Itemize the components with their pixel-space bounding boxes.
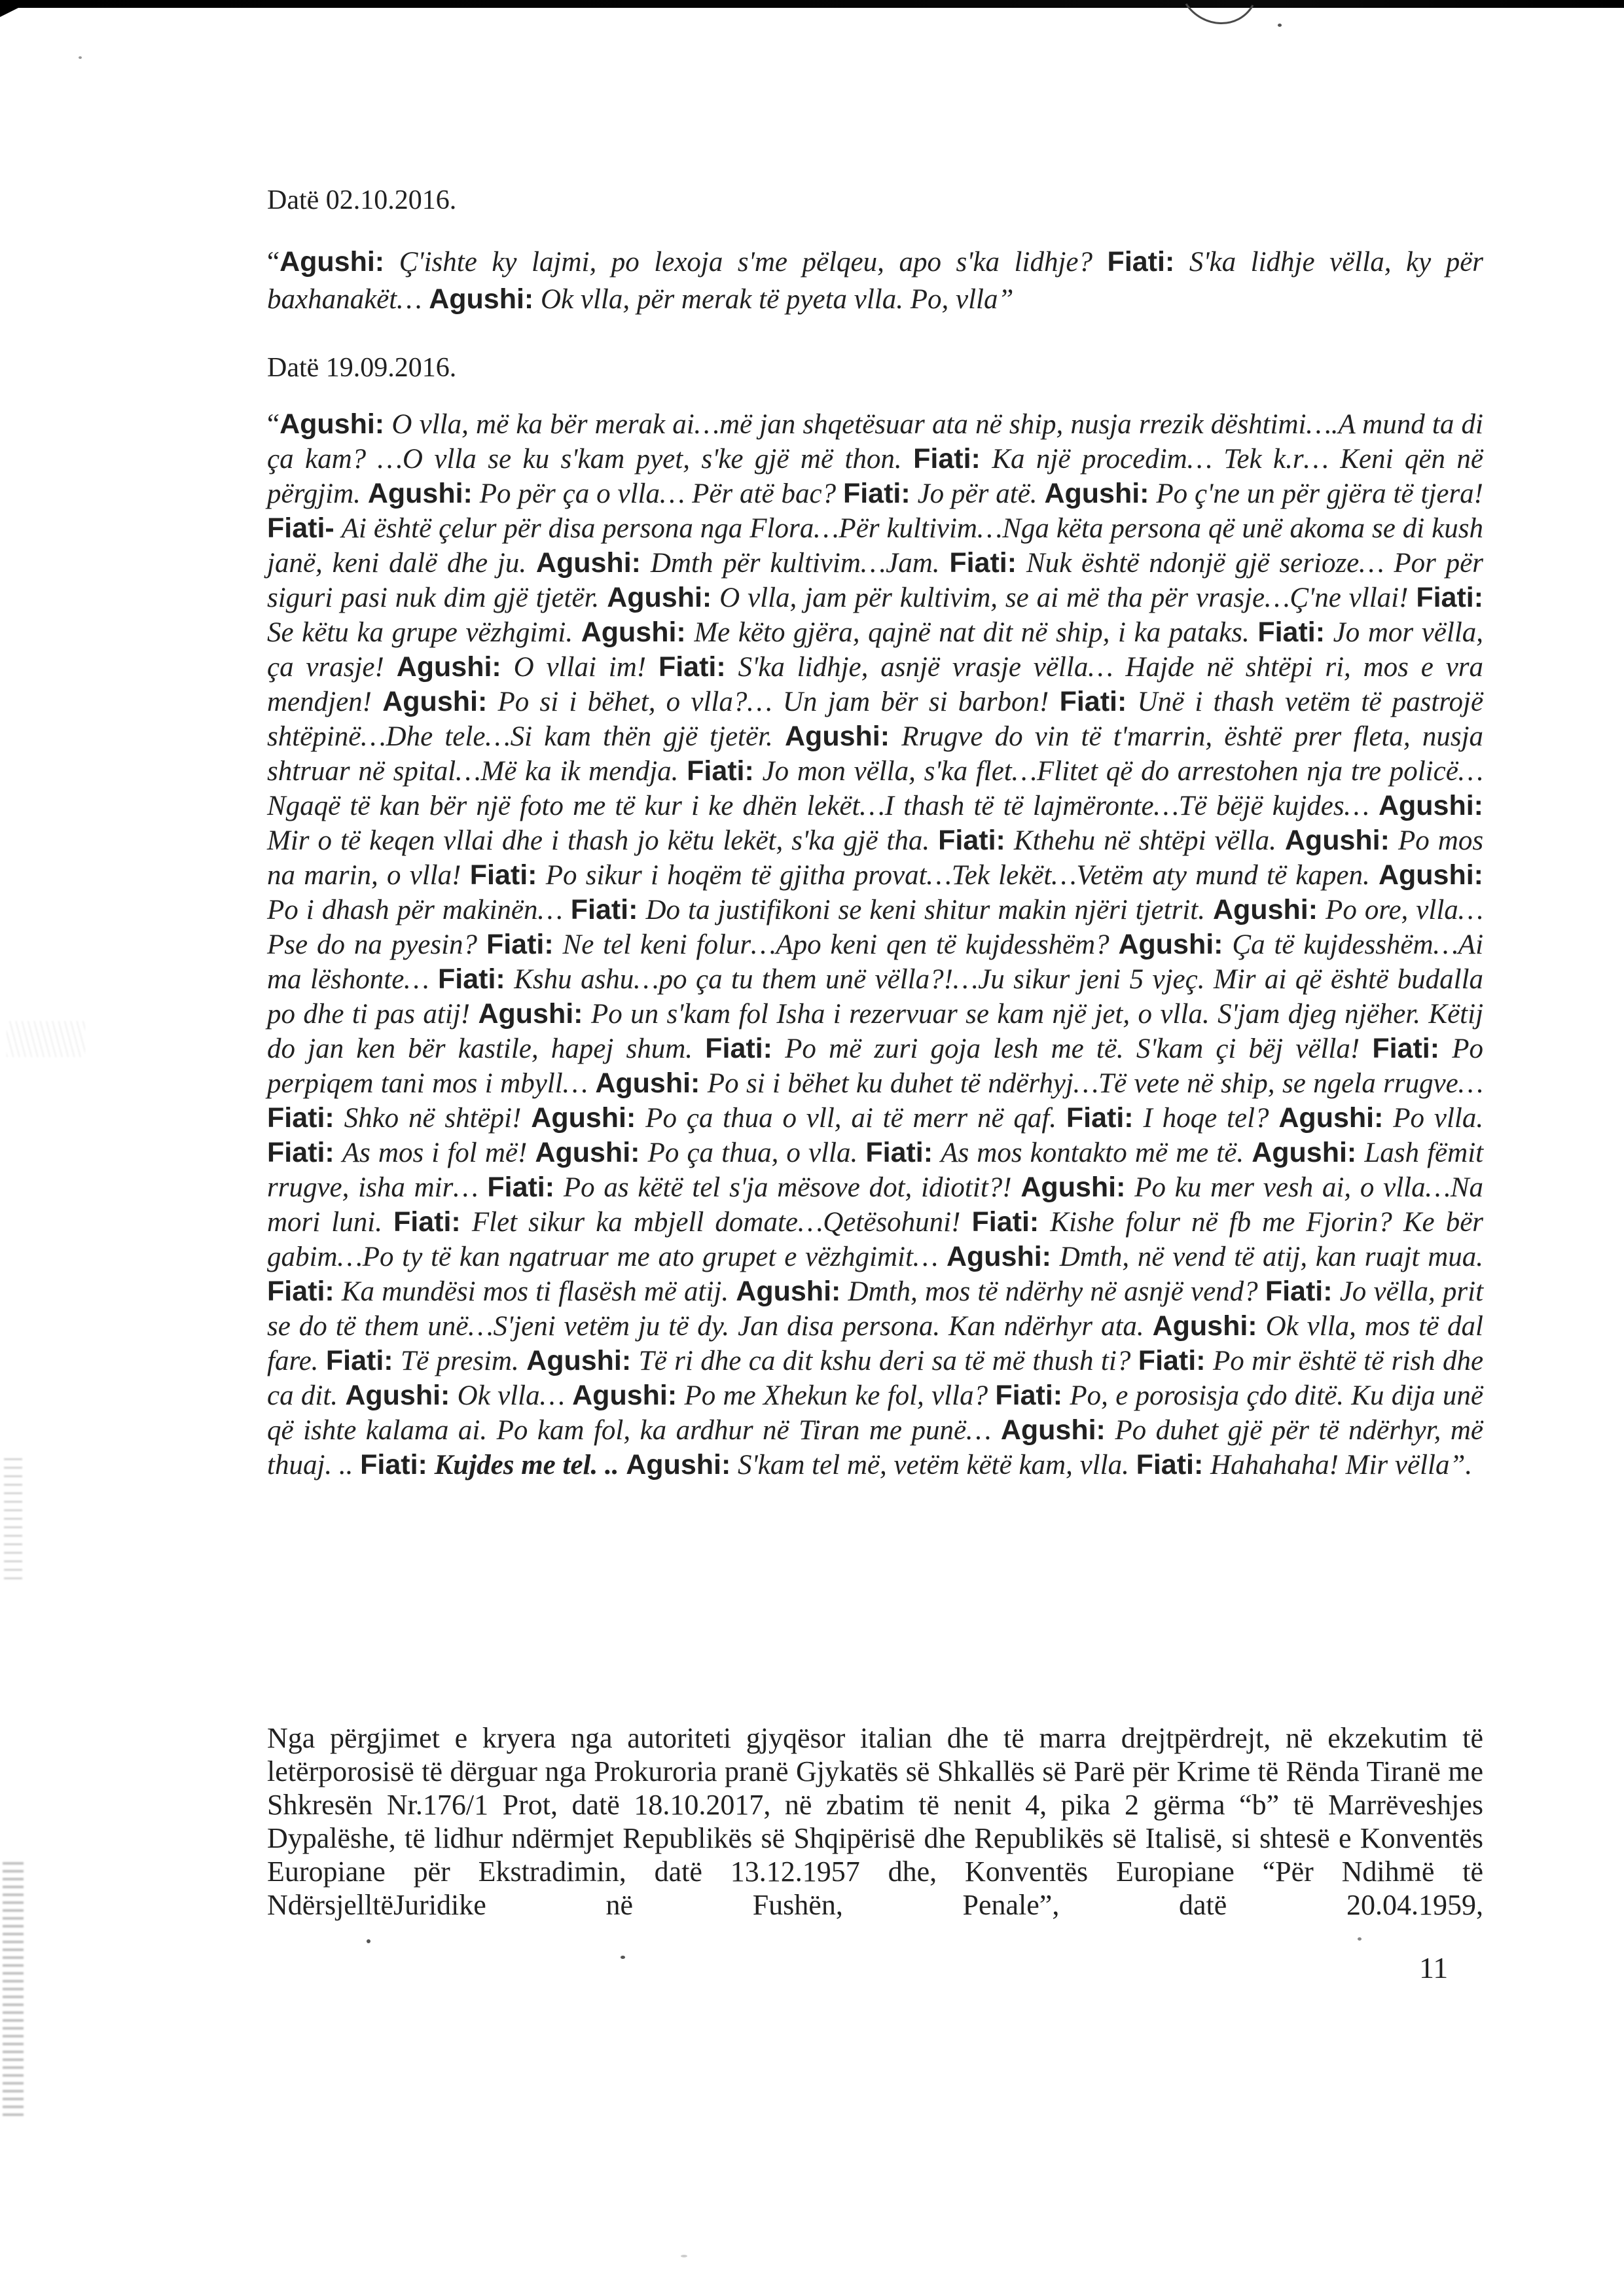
speaker-label: Fiati: bbox=[1066, 1102, 1134, 1134]
speaker-label: Fiati: bbox=[1257, 617, 1326, 648]
dialogue-text: Shko në shtëpi! bbox=[344, 1103, 522, 1134]
dialogue-text: Flet sikur ka mbjell domate…Qetësohuni! bbox=[471, 1207, 961, 1238]
dialogue-text: Ka mundësi mos ti flasësh më atij. bbox=[341, 1276, 729, 1307]
dialogue-text: Jo vëlla, prit se do të them unë…S'jeni vetëm ju të dy. Jan disa persona. Kan ndërhyr ata. bbox=[267, 1276, 1484, 1342]
dialogue-text: Jo mor vëlla, ça vrasje! bbox=[267, 617, 1484, 683]
speaker-label: Fiati: bbox=[438, 963, 505, 995]
dialogue-text: Po i dhash për makinën… bbox=[267, 895, 563, 925]
speaker-label: Fiati: bbox=[267, 1102, 334, 1134]
conversation-paragraph-short bbox=[267, 243, 1483, 318]
dialogue-text: Jo për atë. bbox=[917, 478, 1038, 509]
speaker-label: Fiati: bbox=[570, 894, 638, 925]
speaker-label: Agushi: bbox=[595, 1067, 700, 1099]
date-heading-1: Datë 02.10.2016. bbox=[267, 185, 457, 215]
speaker-label: Agushi: bbox=[280, 246, 385, 278]
dialogue-text: I hoqe tel? bbox=[1143, 1103, 1269, 1134]
dialogue-text: Ka një procedim… Tek k.r… Keni qën në përgjim. bbox=[267, 444, 1483, 509]
page-number: 11 bbox=[1419, 1951, 1449, 1984]
dialogue-text: Nuk është ndonjë gjë serioze… Por për siguri pasi nuk dim gjë tjetër. bbox=[267, 548, 1483, 613]
speaker-label: Agushi: bbox=[1278, 1102, 1384, 1134]
dialogue-text: Po për ça o vlla… Për atë bac? bbox=[479, 478, 837, 509]
dialogue-text: Po ç'ne un për gjëra të tjera! bbox=[1156, 478, 1483, 509]
dialogue-text: Lash fëmit rrugve, isha mir… bbox=[267, 1138, 1484, 1203]
dialogue-text: Po më zuri goja lesh me të. S'kam çi bëj vëlla! bbox=[785, 1033, 1360, 1064]
speaker-label: Agushi: bbox=[572, 1380, 677, 1411]
dialogue-text: O vlla, jam për kultivim, se ai më tha për vrasje…Ç'ne vllai! bbox=[719, 583, 1409, 613]
speaker-label: Agushi: bbox=[1284, 825, 1390, 856]
speaker-label: Agushi: bbox=[736, 1276, 841, 1307]
speaker-label: Agushi: bbox=[535, 547, 641, 579]
speaker-label: Agushi: bbox=[367, 478, 473, 509]
speaker-label: Fiati: bbox=[865, 1137, 933, 1168]
dialogue-text: Po ça thua, o vlla. bbox=[647, 1138, 858, 1168]
dialogue-text: Unë i thash vetëm të pastrojë shtëpinë…Dhe tele…Si kam thën gjë tjetër. bbox=[267, 687, 1484, 752]
speaker-label: Agushi: bbox=[626, 1449, 731, 1480]
speaker-label: Fiati- bbox=[267, 512, 334, 544]
speaker-label: Agushi: bbox=[1378, 859, 1484, 891]
speaker-label: Fiati: bbox=[658, 651, 726, 683]
speaker-label: Agushi: bbox=[478, 998, 583, 1030]
speaker-label: Fiati: bbox=[705, 1033, 772, 1064]
dialogue-text: Po mir është të rish dhe ca dit. bbox=[267, 1346, 1484, 1411]
scan-speck bbox=[1278, 24, 1282, 27]
dialogue-text: Po, e porosisja çdo ditë. Ku dija unë që ishte kalama ai. Po kam fol, ka ardhur në Tiran me punë… bbox=[267, 1380, 1484, 1446]
speaker-label: Fiati: bbox=[913, 443, 981, 475]
dialogue-text: Po sikur i hoqëm të gjitha provat…Tek lekët…Vetëm aty mund të kapen. bbox=[545, 860, 1370, 891]
speaker-label: Fiati: bbox=[1372, 1033, 1440, 1064]
dialogue-text: Kishe folur në fb me Fjorin? Ke bër gabim…Po ty të kan ngatruar me ato grupet e vëzhgimit… bbox=[267, 1207, 1484, 1272]
speaker-label: Fiati: bbox=[971, 1206, 1039, 1238]
dialogue-text: S'ka lidhje, asnjë vrasje vëlla… Hajde në shtëpi ri, mos e vra mendjen! bbox=[267, 652, 1484, 717]
speaker-label: Fiati: bbox=[360, 1449, 427, 1480]
dialogue-text: Po duhet gjë për të ndërhyr, më thuaj. .. bbox=[267, 1415, 1484, 1480]
speaker-label: Fiati: bbox=[938, 825, 1005, 856]
dialogue-text: Po un s'kam fol Isha i rezervuar se kam një jet, o vlla. S'jam djeg njëher. Këtij do jan ken bër kastile, hapej shum. bbox=[267, 999, 1484, 1064]
dialogue-text: Po as këtë tel s'ja mësove dot, idiotit?! bbox=[563, 1172, 1012, 1203]
dialogue-text: S'kam tel më, vetëm këtë kam, vlla. bbox=[738, 1450, 1129, 1480]
dialogue-text: Po vlla. bbox=[1393, 1103, 1484, 1134]
dialogue-text: Kujdes me tel. .. bbox=[434, 1450, 619, 1480]
speaker-label: Agushi: bbox=[946, 1241, 1051, 1272]
dialogue-text: Po me Xhekun ke fol, vlla? bbox=[684, 1380, 988, 1411]
speaker-label: Fiati: bbox=[995, 1380, 1063, 1411]
closing-paragraph: Nga përgjimet e kryera nga autoriteti gjyqësor italian dhe të marra drejtpërdrejt, në ekzekutim të letërporosisë të dërguar nga Prokuroria pranë Gjykatës së Shkallës së Parë për Krime të Rënda Tiranë me Shkresën Nr.176/1 Prot, datë 18.10.2017, në zbatim të nenit 4, pika 2 gërma “b” të Marrëveshjes Dypalëshe, të lidhur ndërmjet Republikës së Shqipërisë dhe Republikës së Italisë, si shtesë e Konventës Europiane për Ekstradimin, datë 13.12.1957 dhe, Konventës Europiane “Për Ndihmë të NdërsjelltëJuridike në Fushën, Penale”, datë 20.04.1959, bbox=[267, 1722, 1483, 1921]
scan-smudge-left-upper bbox=[4, 1458, 22, 1579]
dialogue-text: O vllai im! bbox=[513, 652, 647, 683]
dialogue-text: Mir o të keqen vllai dhe i thash jo këtu lekët, s'ka gjë tha. bbox=[267, 825, 930, 856]
dialogue-text: Po ore, vlla…Pse do na pyesin? bbox=[267, 895, 1484, 960]
dialogue-text: Po si i bëhet, o vlla?… Un jam bër si barbon! bbox=[497, 687, 1049, 717]
speaker-label: Fiati: bbox=[267, 1276, 334, 1307]
dialogue-text: Dmth, mos të ndërhy në asnjë vend? bbox=[848, 1276, 1258, 1307]
dialogue-text: S'ka lidhje vëlla, ky për baxhanakët… bbox=[267, 247, 1484, 315]
speaker-label: Fiati: bbox=[1107, 246, 1175, 278]
speaker-label: Fiati: bbox=[1416, 582, 1484, 613]
dialogue-text: O vlla, më ka bër merak ai…më jan shqetësuar ata në ship, nusja rrezik dështimi….A mund ta di ça kam? …O vlla se ku s'kam pyet, s'ke gjë më thon. bbox=[267, 409, 1484, 475]
speaker-label: Agushi: bbox=[1020, 1172, 1126, 1203]
speaker-label: Fiati: bbox=[1138, 1345, 1206, 1376]
speaker-label: Agushi: bbox=[429, 283, 534, 315]
speaker-label: Agushi: bbox=[1152, 1310, 1257, 1342]
dialogue-text: Dmth, në vend të atij, kan ruajt mua. bbox=[1059, 1242, 1484, 1272]
speaker-label: Agushi: bbox=[581, 617, 686, 648]
speaker-label: Agushi: bbox=[1000, 1414, 1106, 1446]
dialogue-text: Po perpiqem tani mos i mbyll… bbox=[267, 1033, 1484, 1099]
speaker-label: Agushi: bbox=[396, 651, 501, 683]
speaker-label: Fiati: bbox=[486, 929, 554, 960]
speaker-label: Fiati: bbox=[325, 1345, 393, 1376]
speaker-label: Fiati: bbox=[1265, 1276, 1333, 1307]
speaker-label: Agushi: bbox=[531, 1102, 636, 1134]
dialogue-text: Po ku mer vesh ai, o vlla…Na mori luni. bbox=[267, 1172, 1484, 1238]
dialogue-text: Do ta justifikoni se keni shitur makin njëri tjetrit. bbox=[645, 895, 1205, 925]
speaker-label: Fiati: bbox=[469, 859, 537, 891]
speaker-label: Fiati: bbox=[267, 1137, 334, 1168]
dialogue-text: Të ri dhe ca dit kshu deri sa të më thush ti? bbox=[638, 1346, 1131, 1376]
scan-speck bbox=[367, 1939, 370, 1943]
speaker-label: Fiati: bbox=[1059, 686, 1127, 717]
scan-speck bbox=[79, 56, 82, 59]
scan-speck bbox=[1358, 1937, 1362, 1941]
scan-smudge-left-lower bbox=[3, 1862, 24, 2117]
dialogue-text: Me këto gjëra, qajnë nat dit në ship, i ka pataks. bbox=[694, 617, 1250, 648]
speaker-label: Agushi: bbox=[526, 1345, 632, 1376]
scan-speck bbox=[681, 2255, 687, 2257]
speaker-label: Agushi: bbox=[1378, 790, 1484, 821]
dialogue-text: Hahahaha! Mir vëlla”. bbox=[1210, 1450, 1473, 1480]
conversation-paragraph-long bbox=[267, 407, 1483, 1482]
dialogue-text: Kthehu në shtëpi vëlla. bbox=[1013, 825, 1276, 856]
date-heading-2: Datë 19.09.2016. bbox=[267, 353, 457, 383]
dialogue-text: Po ça thua o vll, ai të merr në qaf. bbox=[645, 1103, 1057, 1134]
dialogue-text: Po mos na marin, o vlla! bbox=[267, 825, 1484, 891]
speaker-label: Agushi: bbox=[785, 721, 890, 752]
speaker-label: Fiati: bbox=[842, 478, 911, 509]
speaker-label: Agushi: bbox=[1212, 894, 1318, 925]
dialogue-text: Kshu ashu…po ça tu them unë vëlla?!…Ju sikur jeni 5 vjeç. Mir ai që është budalla po dhe ti pas atij! bbox=[267, 964, 1484, 1030]
open-quote: “ bbox=[267, 247, 280, 278]
speaker-label: Agushi: bbox=[345, 1380, 450, 1411]
dialogue-text: Po si i bëhet ku duhet të ndërhyj…Të vete në ship, se ngela rrugve… bbox=[707, 1068, 1483, 1099]
open-quote: “ bbox=[267, 409, 280, 440]
scan-smudge-left-faint bbox=[7, 1021, 85, 1057]
dialogue-text: Ok vlla, për merak të pyeta vlla. Po, vlla” bbox=[540, 284, 1014, 315]
speaker-label: Agushi: bbox=[1118, 929, 1223, 960]
dialogue-text: As mos kontakto më me të. bbox=[941, 1138, 1244, 1168]
dialogue-text: Ai është çelur për disa persona nga Flora…Për kultivim…Nga këta persona që unë akoma se di kush janë, keni dalë dhe ju. bbox=[267, 513, 1484, 579]
dialogue-text: Ok vlla… bbox=[457, 1380, 565, 1411]
speaker-label: Fiati: bbox=[1136, 1449, 1204, 1480]
dialogue-text: Jo mon vëlla, s'ka flet…Flitet që do arrestohen nja tre policë… Ngaqë të kan bër një foto me të kur i ke dhën lekët…I thash të të lajmëronte…Të bëjë kujdes… bbox=[267, 756, 1484, 821]
speaker-label: Fiati: bbox=[393, 1206, 461, 1238]
speaker-label: Fiati: bbox=[687, 755, 754, 787]
dialogue-text: Se këtu ka grupe vëzhgimi. bbox=[267, 617, 573, 648]
speaker-label: Fiati: bbox=[487, 1172, 555, 1203]
dialogue-text: Ne tel keni folur…Apo keni qen të kujdesshëm? bbox=[562, 929, 1110, 960]
dialogue-text: Dmth për kultivim…Jam. bbox=[650, 548, 940, 579]
dialogue-text: As mos i fol më! bbox=[342, 1138, 528, 1168]
dialogue-text: Ç'ishte ky lajmi, po lexoja s'me pëlqeu, apo s'ka lidhje? bbox=[399, 247, 1092, 278]
speaker-label: Agushi: bbox=[280, 408, 385, 440]
speaker-label: Agushi: bbox=[535, 1137, 640, 1168]
speaker-label: Fiati: bbox=[949, 547, 1017, 579]
speaker-label: Agushi: bbox=[607, 582, 712, 613]
dialogue-text: Ok vlla, mos të dal fare. bbox=[267, 1311, 1483, 1376]
dialogue-text: Ça të kujdesshëm…Ai ma lëshonte… bbox=[267, 929, 1484, 995]
dialogue-text: Të presim. bbox=[401, 1346, 519, 1376]
dialogue-text: Rrugve do vin të t'marrin, është prer fleta, nusja shtruar në spital…Më ka ik mendja. bbox=[267, 721, 1484, 787]
speaker-label: Agushi: bbox=[1044, 478, 1149, 509]
scan-speck bbox=[621, 1956, 625, 1959]
scan-punch-arc bbox=[0, 0, 1624, 46]
speaker-label: Agushi: bbox=[382, 686, 488, 717]
speaker-label: Agushi: bbox=[1252, 1137, 1357, 1168]
